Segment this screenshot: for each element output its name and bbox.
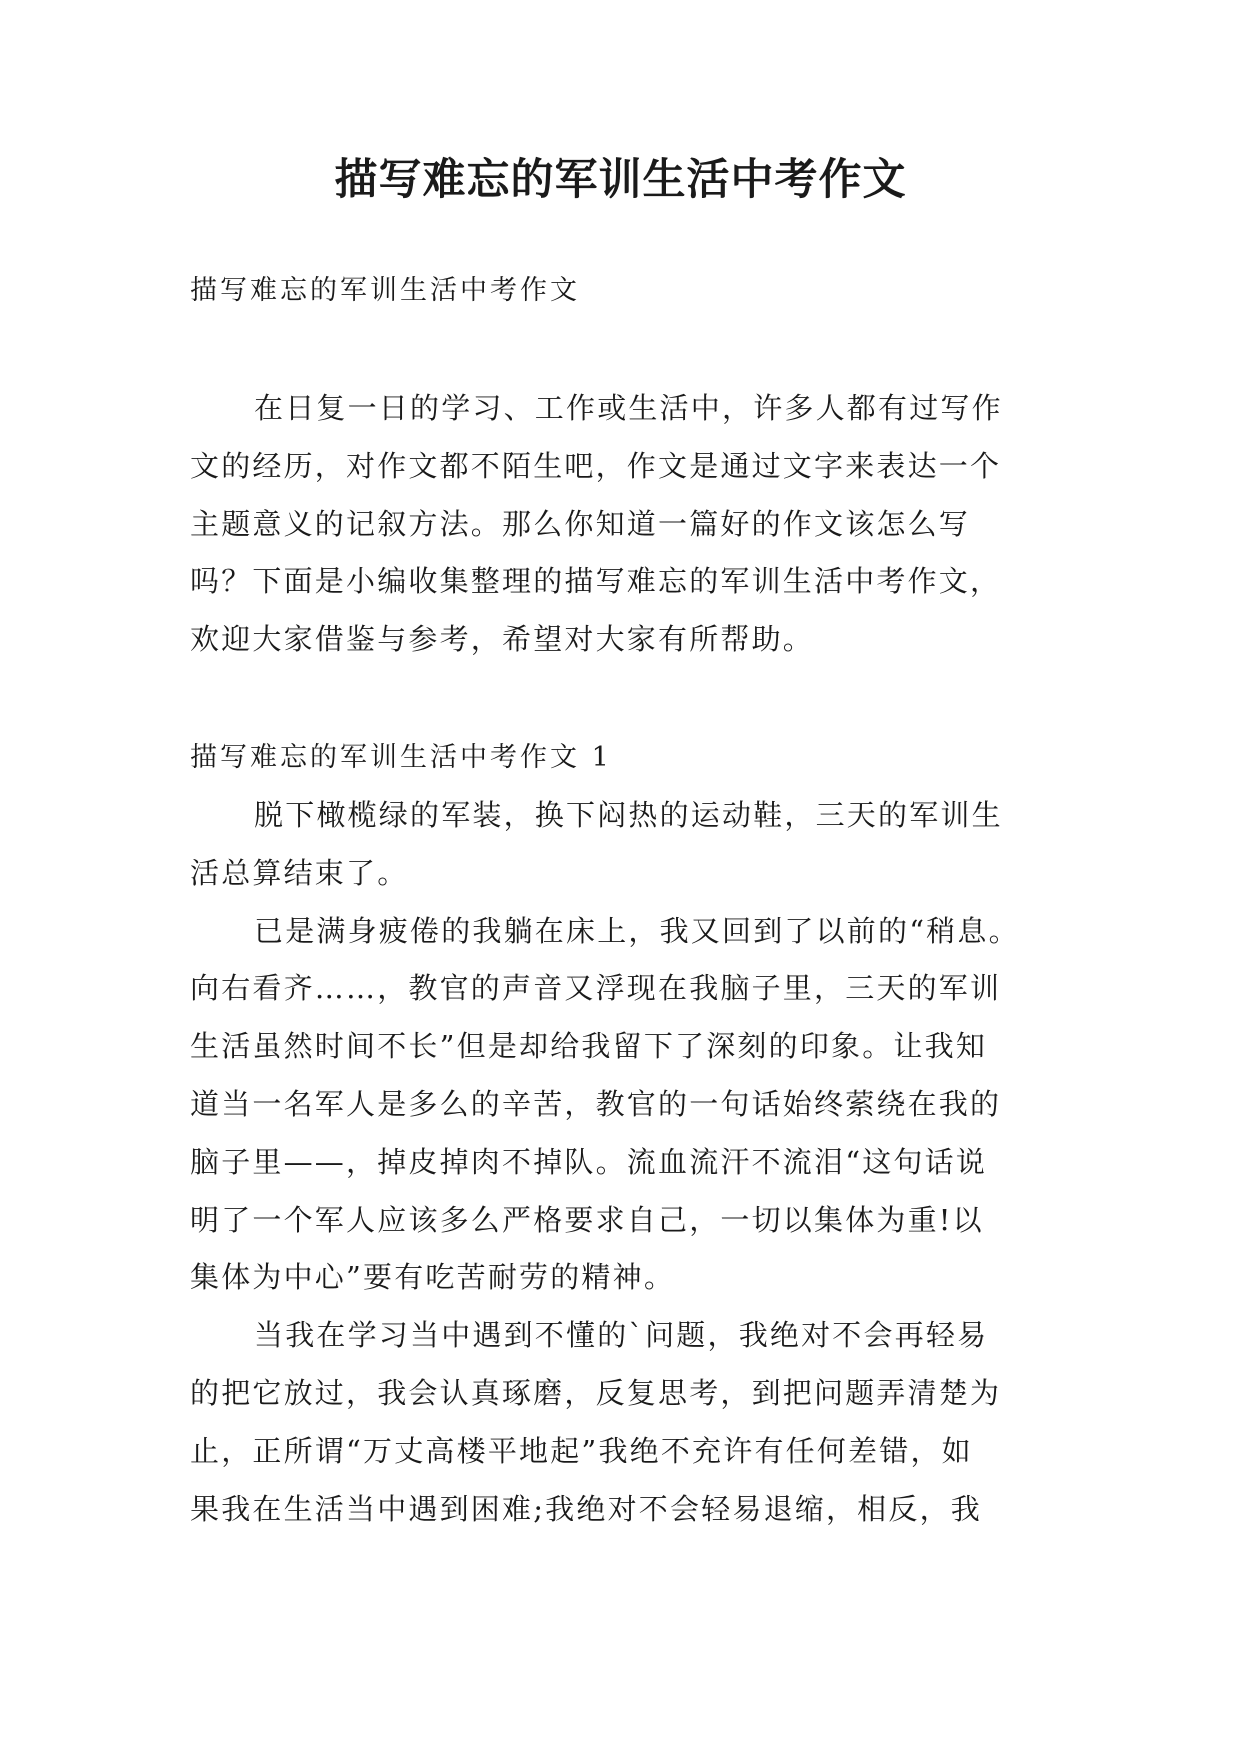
section-heading: 描写难忘的军训生活中考作文 1 bbox=[190, 741, 612, 773]
paragraph-line: 的把它放过，我会认真琢磨，反复思考，到把问题弄清楚为 bbox=[190, 1375, 1002, 1410]
paragraph-line: 果我在生活当中遇到困难;我绝对不会轻易退缩，相反，我 bbox=[190, 1491, 982, 1526]
intro-line: 主题意义的记叙方法。那么你知道一篇好的作文该怎么写 bbox=[190, 506, 971, 541]
paragraph-line: 向右看齐……，教官的声音又浮现在我脑子里，三天的军训 bbox=[190, 971, 1002, 1006]
paragraph-line: 生活虽然时间不长”但是却给我留下了深刻的印象。让我知 bbox=[190, 1029, 988, 1064]
intro-line: 吗？下面是小编收集整理的描写难忘的军训生活中考作文， bbox=[190, 564, 1002, 599]
paragraph-line: 当我在学习当中遇到不懂的`问题，我绝对不会再轻易 bbox=[254, 1318, 989, 1353]
document-title: 描写难忘的军训生活中考作文 bbox=[334, 155, 907, 205]
document-subtitle: 描写难忘的军训生活中考作文 bbox=[190, 275, 580, 306]
paragraph-line: 明了一个军人应该多么严格要求自己，一切以集体为重!以 bbox=[190, 1202, 984, 1237]
paragraph-line: 道当一名军人是多么的辛苦，教官的一句话始终萦绕在我的 bbox=[190, 1086, 1002, 1121]
paragraph-line: 脑子里——，掉皮掉肉不掉队。流血流汗不流泪“这句话说 bbox=[190, 1144, 988, 1179]
paragraph-line: 活总算结束了。 bbox=[190, 855, 409, 890]
paragraph-2 bbox=[190, 903, 1050, 1308]
intro-line: 在日复一日的学习、工作或生活中，许多人都有过写作 bbox=[254, 391, 1003, 425]
paragraph-line: 脱下橄榄绿的军装，换下闷热的运动鞋，三天的军训生 bbox=[254, 797, 1003, 832]
intro-paragraph bbox=[190, 380, 1050, 669]
paragraph-line: 止，正所谓“万丈高楼平地起”我绝不充许有任何差错，如 bbox=[190, 1433, 973, 1468]
paragraph-line: 集体为中心”要有吃苦耐劳的精神。 bbox=[190, 1260, 676, 1295]
paragraph-3 bbox=[190, 1307, 1050, 1538]
paragraph-1 bbox=[190, 787, 1050, 903]
intro-line: 欢迎大家借鉴与参考，希望对大家有所帮助。 bbox=[190, 622, 815, 657]
intro-line: 文的经历，对作文都不陌生吧，作文是通过文字来表达一个 bbox=[190, 448, 1002, 483]
document-body bbox=[190, 262, 1050, 1538]
paragraph-line: 已是满身疲倦的我躺在床上，我又回到了以前的“稍息。 bbox=[254, 913, 1020, 948]
